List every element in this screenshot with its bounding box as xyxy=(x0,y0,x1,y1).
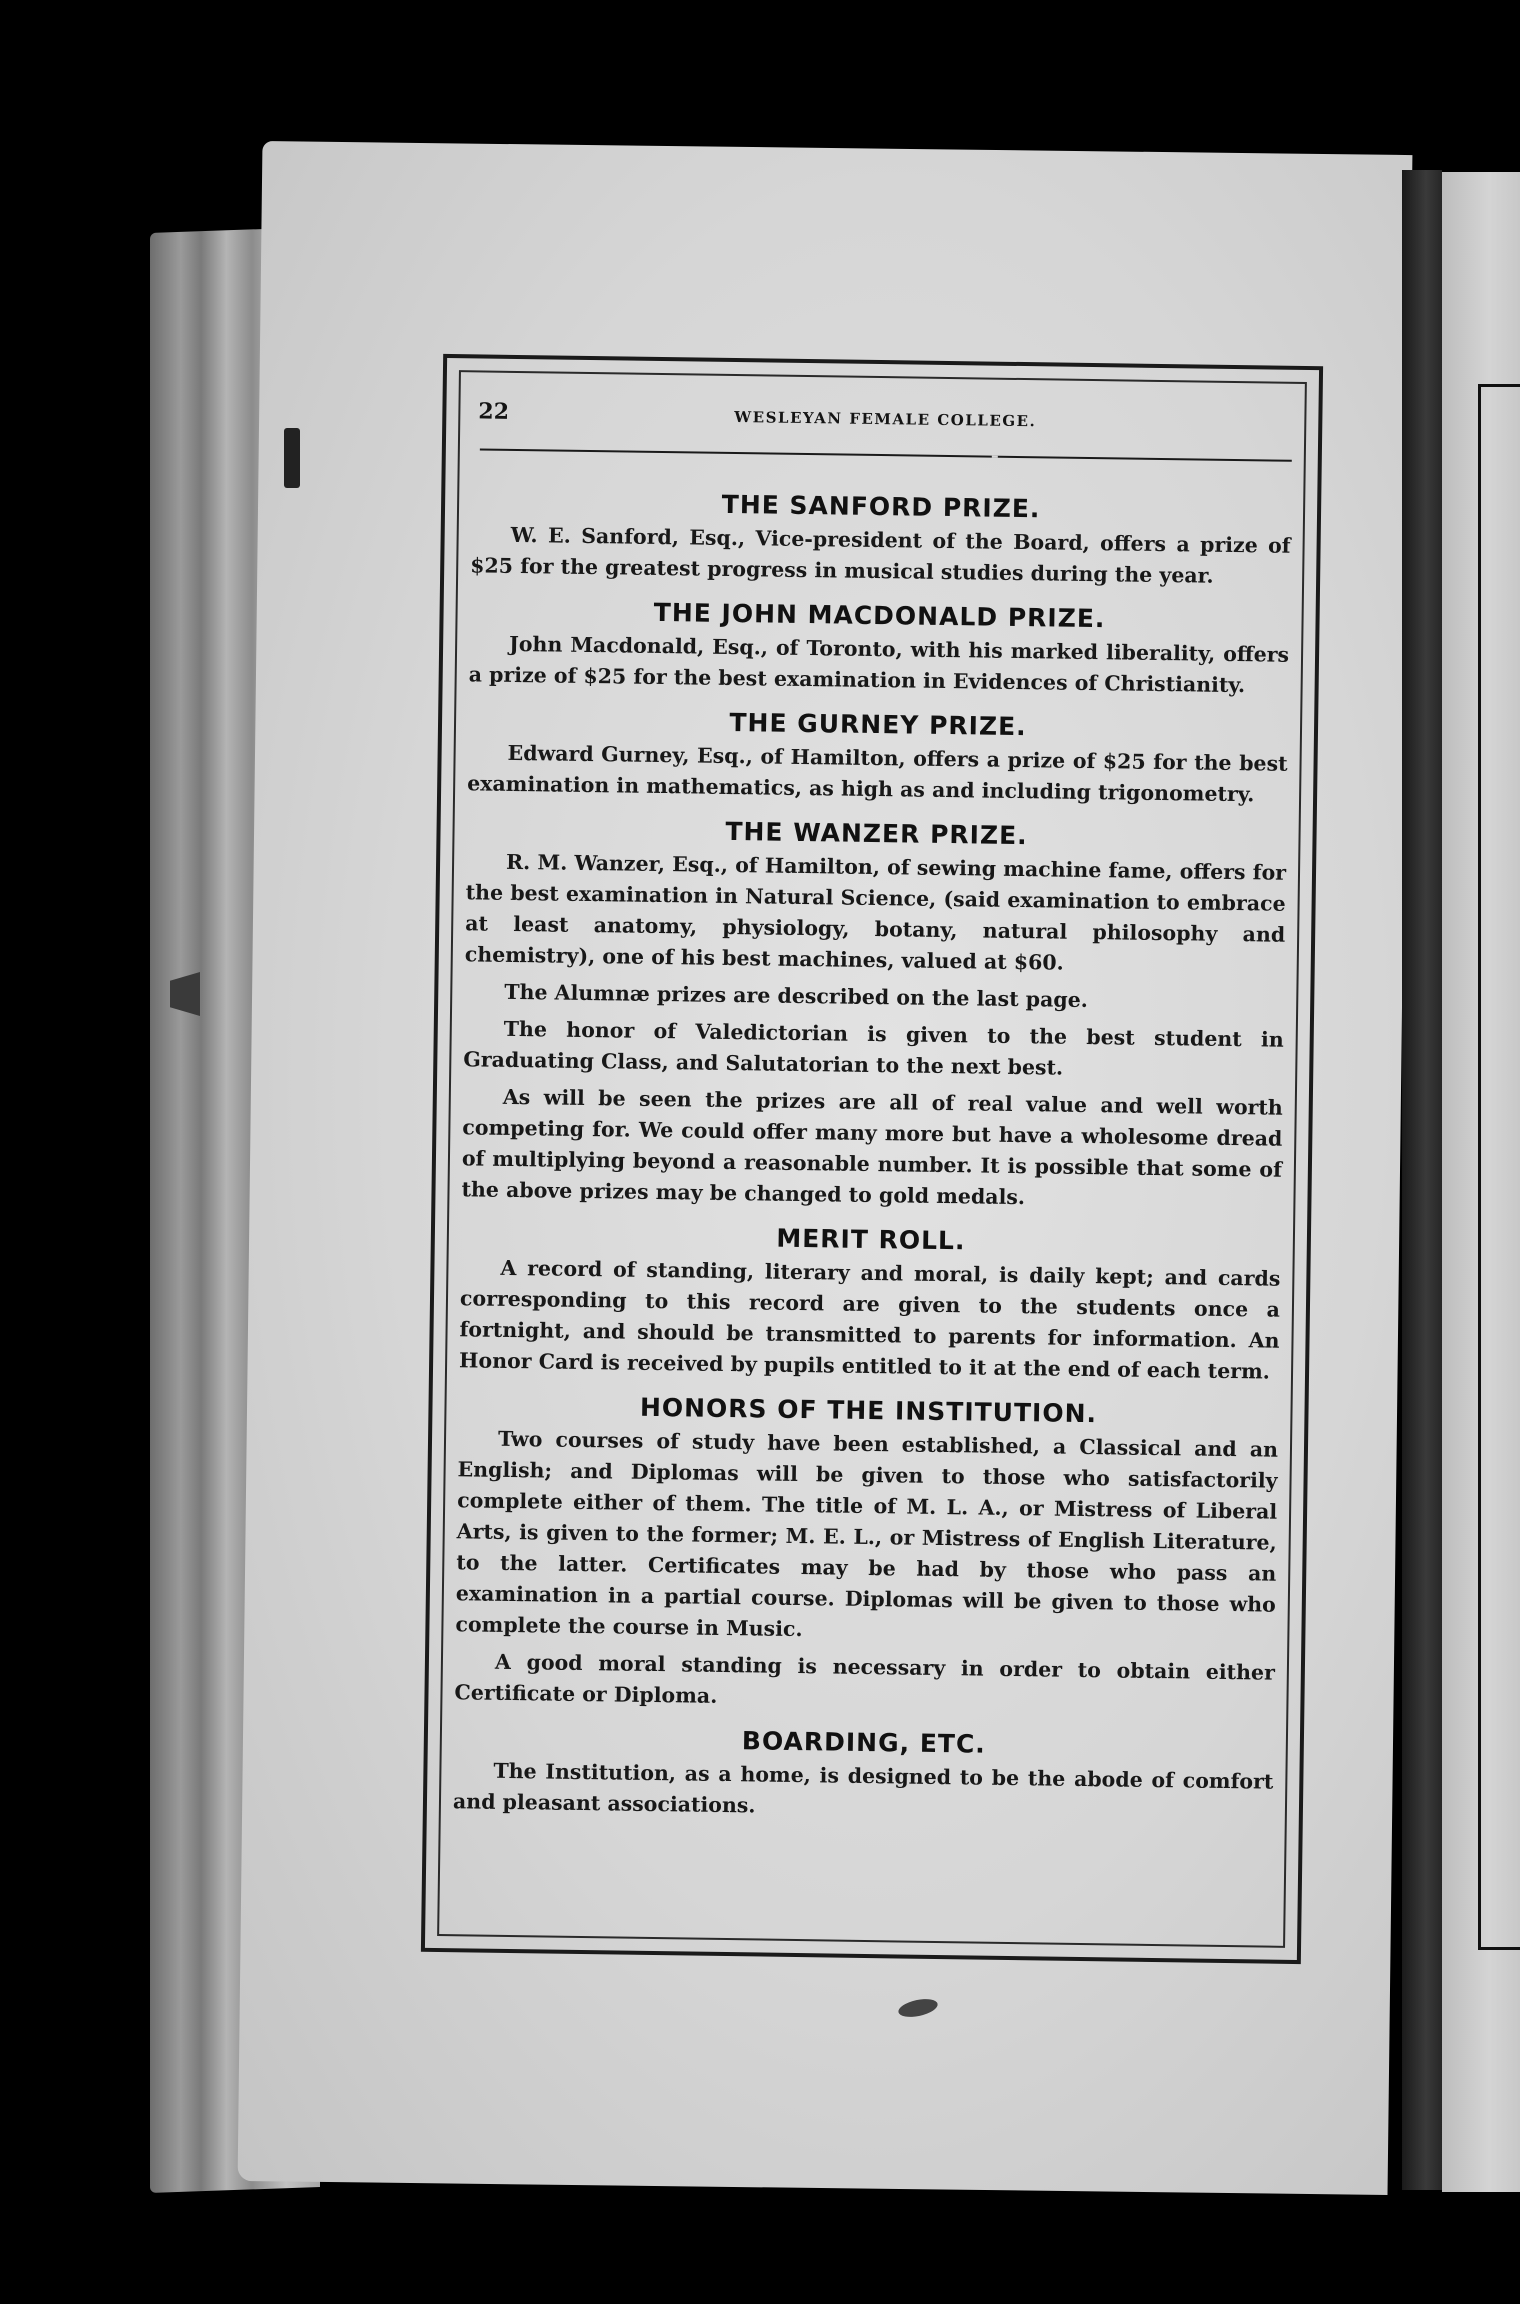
section-heading: HONORS OF THE INSTITUTION. xyxy=(639,1392,1098,1429)
section-heading: THE JOHN MACDONALD PRIZE. xyxy=(653,597,1106,634)
section-boarding xyxy=(453,1722,1274,1828)
page-body xyxy=(453,486,1292,1834)
paragraph: W. E. Sanford, Esq., Vice-president of the Board, offers a prize of $25 for the greatest progress in musical studies during the year. xyxy=(470,522,1291,588)
paragraph: A record of standing, literary and moral, is daily kept; and cards corresponding to this record are given to the students once a fortnight, and should be transmitted to parents for information. An Honor Card is received by pupils entitled to it at the end of each term. xyxy=(458,1255,1281,1384)
section-sanford-prize xyxy=(470,486,1291,592)
page-content xyxy=(451,358,1293,1959)
paragraph: The Institution, as a home, is designed to be the abode of comfort and pleasant associations. xyxy=(452,1758,1274,1818)
paragraph: R. M. Wanzer, Esq., of Hamilton, of sewing machine fame, offers for the best examination in Natural Science, (said examination to embrace at least anatomy, physiology, botany, natural philosophy and chemistry), one of his best machines, valued at $60. xyxy=(464,849,1287,975)
paragraph: As will be seen the prizes are all of real value and well worth competing for. We could offer many more but have a wholesome dread of multiplying beyond a reasonable number. It is possible that some of the above prizes may be changed to gold medals. xyxy=(461,1084,1283,1210)
paragraph: A good moral standing is necessary in order to obtain either Certificate or Diploma. xyxy=(454,1649,1276,1708)
page-header xyxy=(478,398,1292,449)
paragraph: John Macdonald, Esq., of Toronto, with his marked liberality, offers a prize of $25 for the best examination in Evidences of Christianity. xyxy=(468,631,1290,698)
facing-page-frame xyxy=(1478,384,1520,1950)
section-heading: MERIT ROLL. xyxy=(776,1223,966,1256)
section-heading: THE GURNEY PRIZE. xyxy=(729,707,1027,742)
header-rule xyxy=(480,448,1292,461)
page-number: 22 xyxy=(478,398,510,425)
running-head: WESLEYAN FEMALE COLLEGE. xyxy=(734,408,1037,431)
binding-clip xyxy=(284,428,300,488)
paragraph: The honor of Valedictorian is given to the best student in Graduating Class, and Salutatorian to the next best. xyxy=(463,1016,1284,1080)
paragraph: Edward Gurney, Esq., of Hamilton, offers a prize of $25 for the best examination in mathematics, as high as and including trigonometry. xyxy=(467,740,1288,807)
section-merit-roll xyxy=(459,1219,1281,1387)
printed-frame xyxy=(421,354,1323,1964)
section-honors xyxy=(454,1390,1278,1719)
paragraph: The Alumnæ prizes are described on the last page. xyxy=(504,979,1089,1012)
section-heading: THE WANZER PRIZE. xyxy=(725,816,1028,851)
section-heading: BOARDING, ETC. xyxy=(741,1726,986,1759)
section-gurney-prize xyxy=(467,704,1288,810)
book-gutter xyxy=(1402,170,1442,2190)
section-wanzer-prize xyxy=(461,813,1286,1216)
paragraph: Two courses of study have been established, a Classical and an English; and Diplomas will be given to those who satisfactorily complete either of them. The title of M. L. A., or Mistress of Liberal Arts, is given to the former; M. E. L., or Mistress of English Literature, to the latter. Certificates may be had by those who pass an examination in a partial course. Diplomas will be given to those who complete the course in Music. xyxy=(455,1426,1279,1642)
section-heading: THE SANFORD PRIZE. xyxy=(721,489,1041,524)
section-macdonald-prize xyxy=(469,595,1290,701)
